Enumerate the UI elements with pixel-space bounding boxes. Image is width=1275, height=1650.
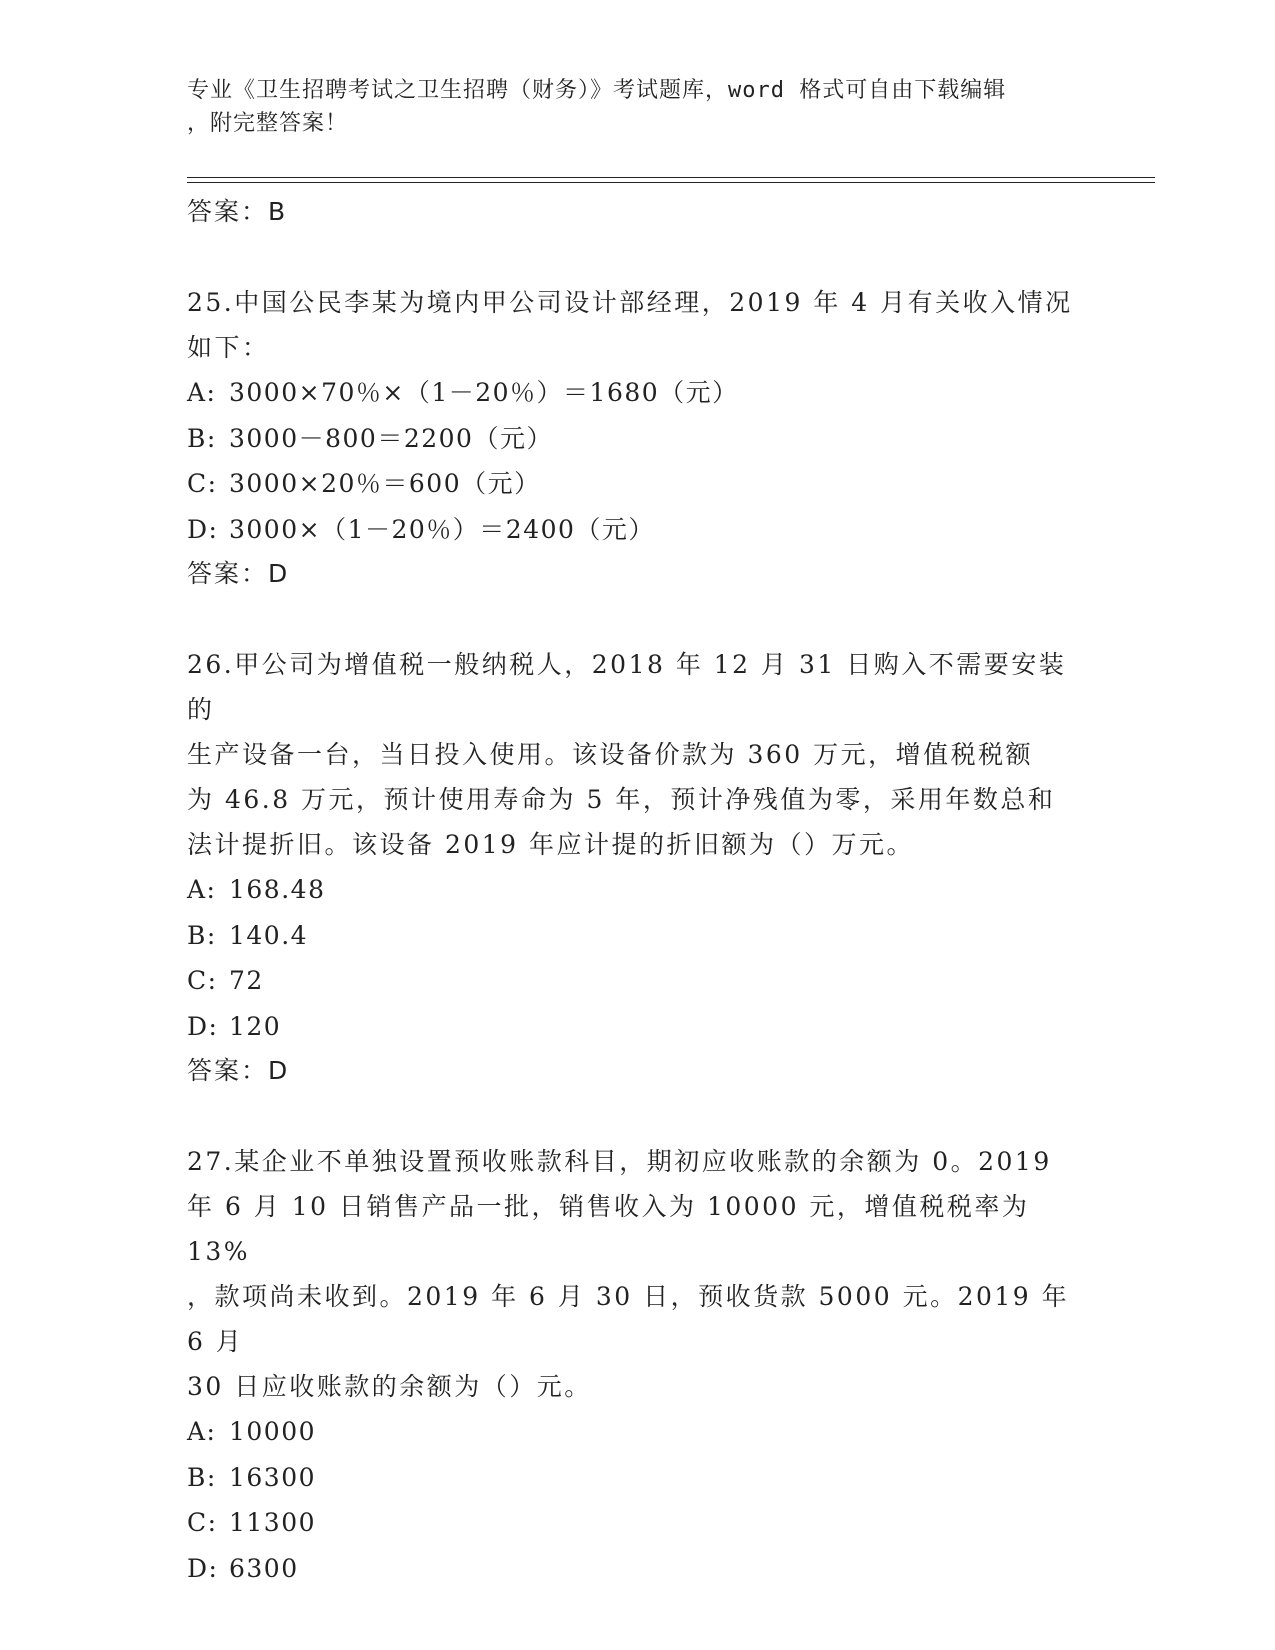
question-stem-line: ，款项尚未收到。2019 年 6 月 30 日，预收货款 5000 元。2019 年 6 月 — [187, 1282, 1070, 1356]
option-b — [187, 913, 1087, 959]
option-letter: B: — [187, 1462, 217, 1492]
option-text: 11300 — [229, 1508, 317, 1537]
option-letter: D: — [187, 1553, 219, 1583]
option-text: 140.4 — [229, 920, 309, 950]
spacer — [187, 1095, 1087, 1139]
header-line-1: 专业《卫生招聘考试之卫生招聘（财务）》考试题库，word 格式可自由下载编辑 — [187, 78, 1007, 103]
option-b — [187, 1455, 1087, 1501]
option-d — [187, 1004, 1087, 1050]
option-text: 3000×（1－20％）＝2400（元） — [229, 514, 655, 544]
option-text: 6300 — [229, 1553, 299, 1583]
option-letter: D: — [187, 1011, 219, 1041]
document-header — [187, 74, 1087, 140]
option-letter: A: — [187, 875, 217, 904]
option-text: 120 — [229, 1011, 282, 1041]
option-text: 3000－800＝2200（元） — [229, 423, 553, 453]
answer-line: 答案：D — [187, 559, 290, 588]
option-letter: C: — [187, 469, 218, 498]
question-stem-line: 26.甲公司为增值税一般纳税人，2018 年 12 月 31 日购入不需要安装的 — [187, 650, 1067, 724]
option-d — [187, 1546, 1087, 1592]
question-stem — [187, 642, 1087, 867]
option-letter: C: — [187, 966, 218, 995]
option-c — [187, 1500, 1087, 1546]
option-text: 72 — [229, 966, 264, 995]
option-text: 3000×70％×（1－20％）＝1680（元） — [229, 378, 739, 407]
option-text: 16300 — [229, 1462, 317, 1492]
option-text: 168.48 — [229, 875, 326, 904]
option-text: 10000 — [229, 1417, 317, 1446]
answer-line: 答案：B — [187, 197, 288, 226]
question-block — [187, 1139, 1087, 1591]
question-stem-line: 生产设备一台，当日投入使用。该设备价款为 360 万元，增值税税额 — [187, 740, 1034, 769]
option-letter: A: — [187, 1417, 217, 1446]
header-line-2: ，附完整答案！ — [187, 111, 349, 136]
option-a — [187, 1409, 1087, 1455]
option-b — [187, 416, 1087, 462]
option-a — [187, 867, 1087, 913]
question-stem-line: 27.某企业不单独设置预收账款科目，期初应收账款的余额为 0。2019 — [187, 1147, 1052, 1176]
spacer — [187, 598, 1087, 642]
question-stem — [187, 1139, 1087, 1409]
option-letter: B: — [187, 423, 217, 453]
question-stem-line: 25.中国公民李某为境内甲公司设计部经理，2019 年 4 月有关收入情况 — [187, 288, 1073, 317]
question-block — [187, 280, 1087, 598]
option-letter: C: — [187, 1508, 218, 1537]
option-letter: B: — [187, 920, 217, 950]
question-stem-line: 30 日应收账款的余额为（）元。 — [187, 1372, 592, 1401]
question-stem-line: 如下： — [187, 333, 270, 362]
answer-line: 答案：D — [187, 1056, 290, 1085]
option-d — [187, 507, 1087, 553]
option-a — [187, 370, 1087, 416]
option-text: 3000×20％＝600（元） — [229, 469, 541, 498]
option-letter: D: — [187, 514, 219, 544]
question-block — [187, 642, 1087, 1095]
option-c — [187, 958, 1087, 1004]
header-rule-top — [187, 177, 1155, 178]
question-stem — [187, 280, 1087, 370]
spacer — [187, 236, 1087, 280]
header-rule-bottom — [187, 182, 1155, 183]
question-stem-line: 年 6 月 10 日销售产品一批，销售收入为 10000 元，增值税税率为 13% — [187, 1192, 1030, 1266]
option-letter: A: — [187, 378, 217, 407]
question-stem-line: 为 46.8 万元，预计使用寿命为 5 年，预计净残值为零，采用年数总和 — [187, 785, 1056, 814]
option-c — [187, 461, 1087, 507]
question-stem-line: 法计提折旧。该设备 2019 年应计提的折旧额为（）万元。 — [187, 830, 915, 859]
question-list — [187, 190, 1087, 1591]
